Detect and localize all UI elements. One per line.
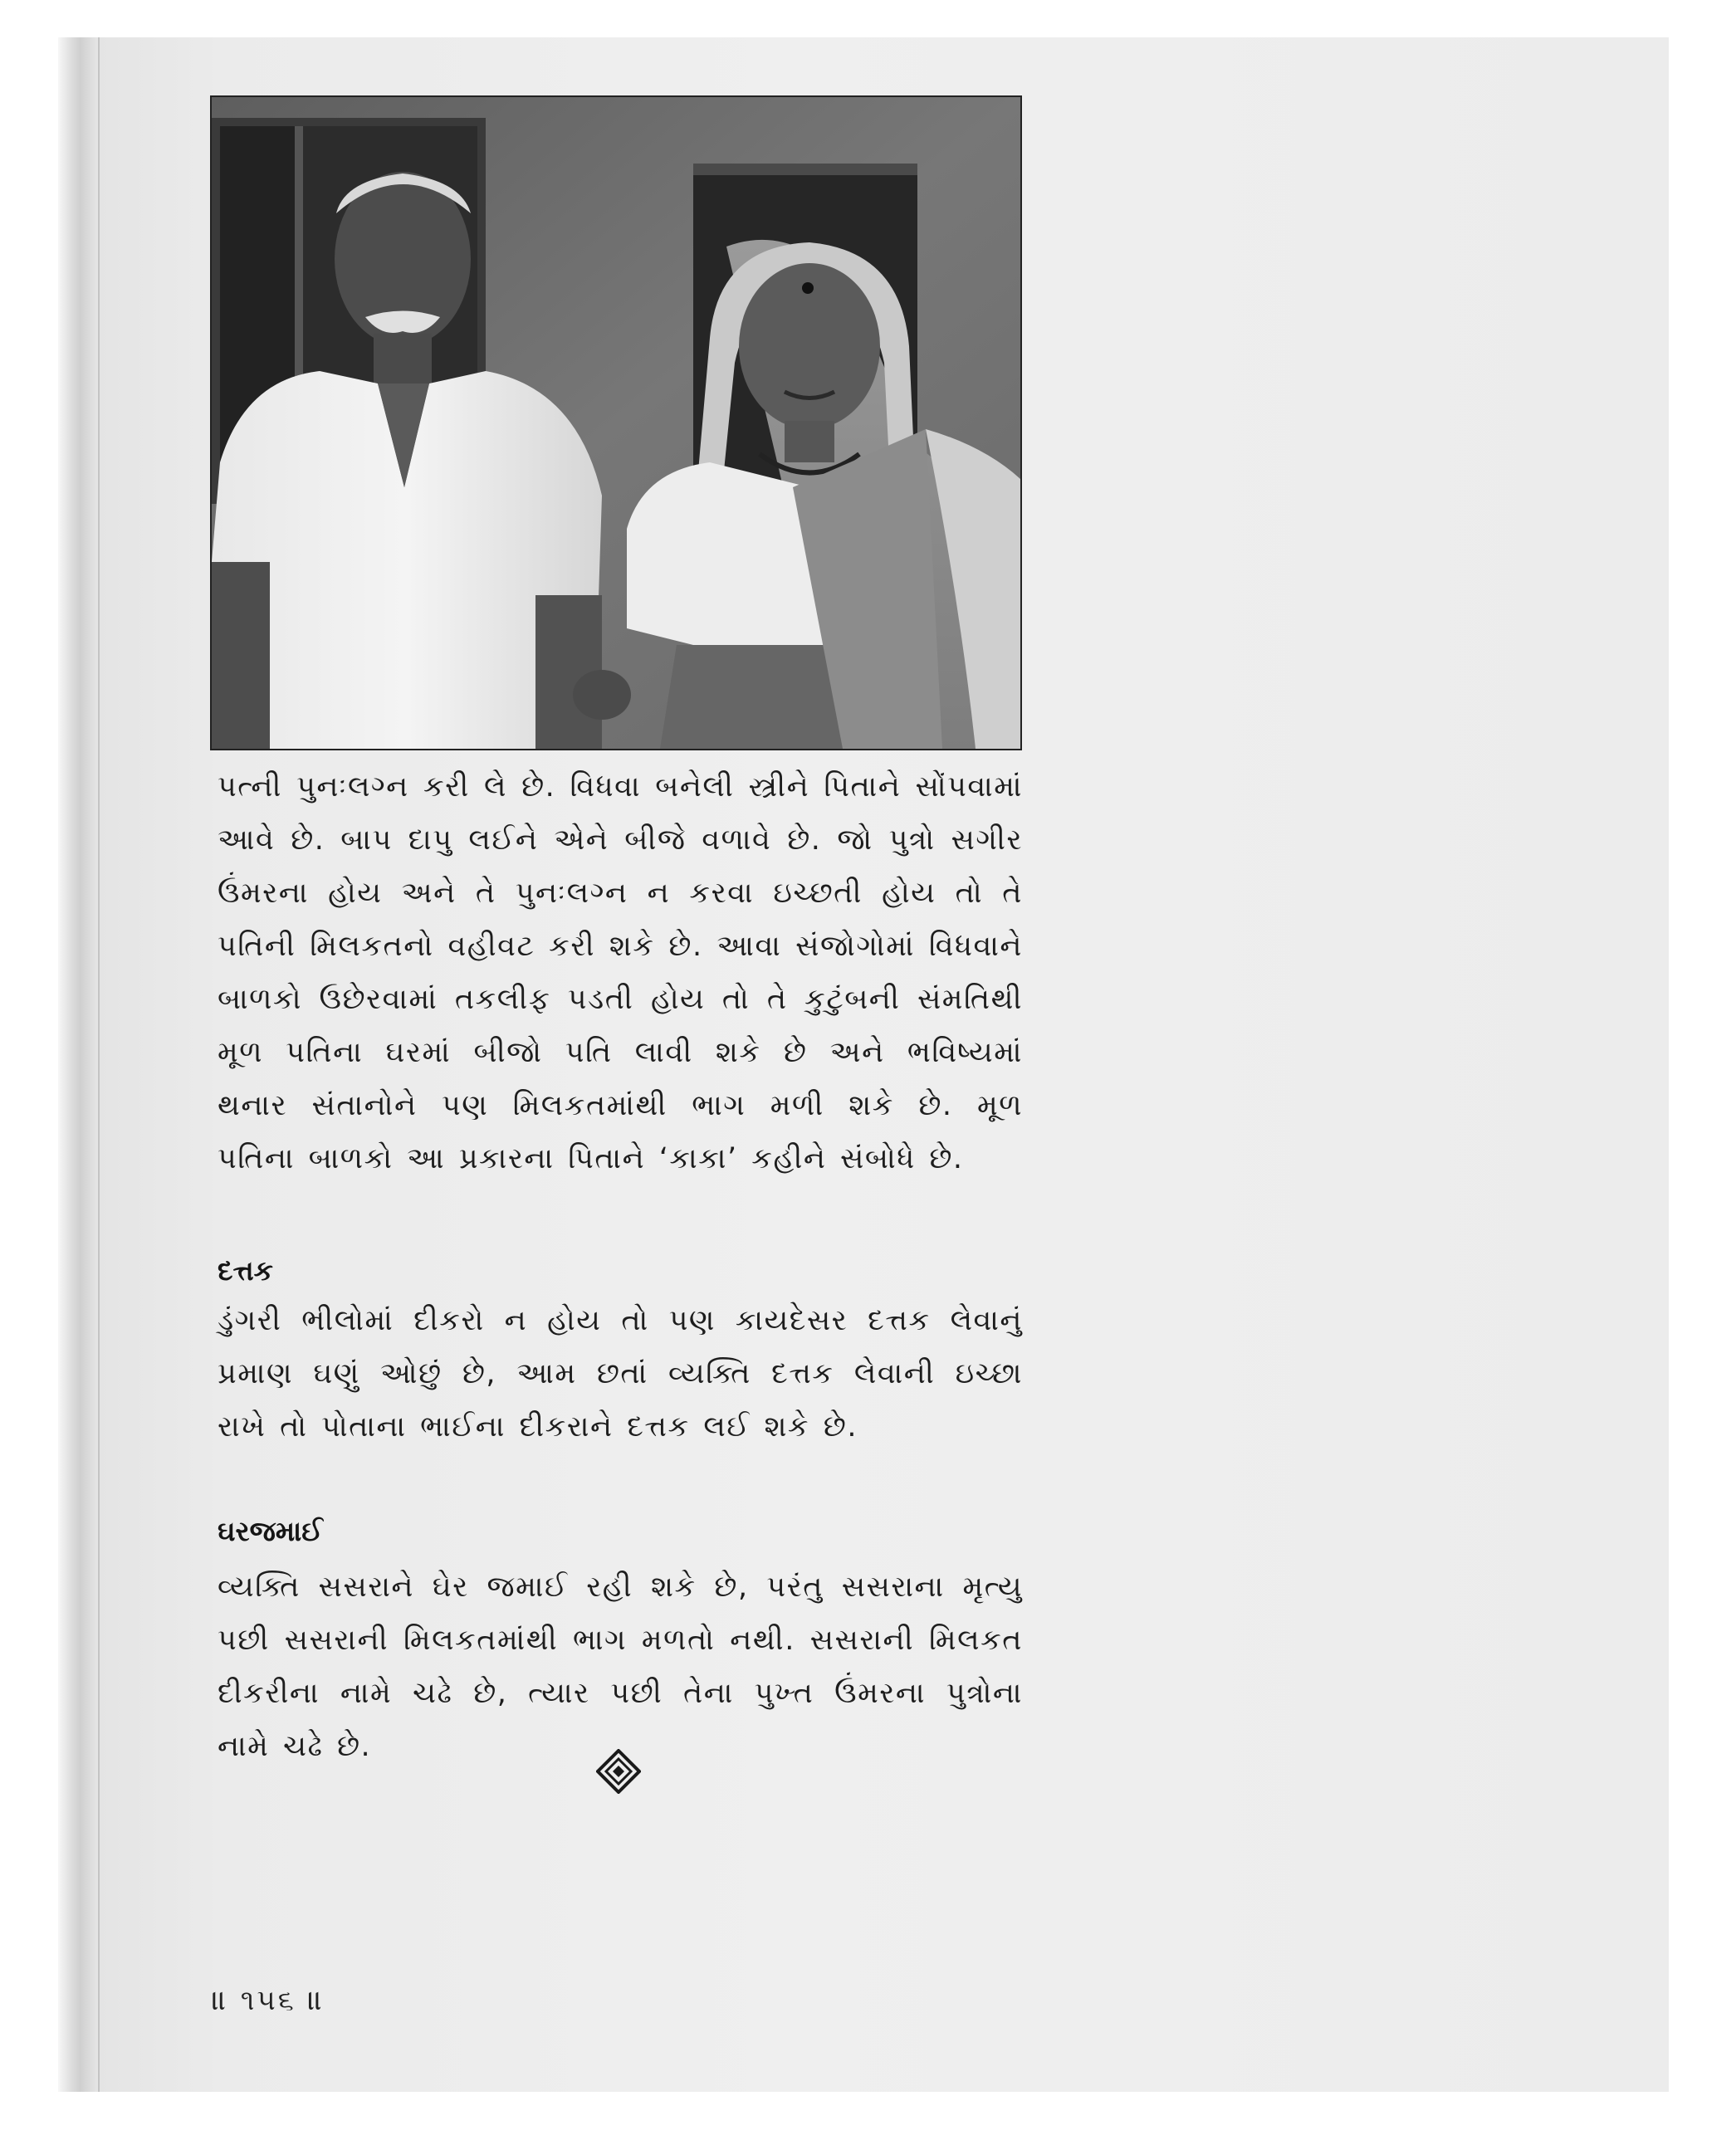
page-binding-edge xyxy=(58,37,100,2092)
section-body-gharjamai xyxy=(218,1561,1023,1773)
paragraph-text: ડુંગરી ભીલોમાં દીકરો ન હોય તો પણ કાયદેસર દત્તક લેવાનું પ્રમાણ ઘણું ઓછું છે, આમ છતાં વ્યક્તિ દત્તક લેવાની ઇચ્છા રાખે તો પોતાના ભાઈના દીકરાને દત્તક લઈ શકે છે. xyxy=(218,1304,1023,1444)
page-number: ॥ ૧૫૬ ॥ xyxy=(212,1984,325,2017)
section-body-adoption xyxy=(218,1294,1023,1453)
couple-portrait-photo xyxy=(210,95,1022,750)
paragraph-text: વ્યક્તિ સસરાને ઘેર જમાઈ રહી શકે છે, પરંતુ સસરાના મૃત્યુ પછી સસરાની મિલકતમાંથી ભાગ મળતો નથી. સસરાની મિલકત દીકરીના નામે ચઢે છે, ત્યાર પછી તેના પુખ્ત ઉંમરના પુત્રોના નામે ચઢે છે. xyxy=(218,1571,1023,1763)
body-paragraph-intro xyxy=(218,760,1023,1185)
section-heading-gharjamai: ઘરજમાઈ xyxy=(218,1515,323,1547)
diamond-ornament-icon xyxy=(596,1749,641,1794)
paragraph-text: પત્ની પુનઃલગ્ન કરી લે છે. વિધવા બનેલી સ્ત્રીને પિતાને સોંપવામાં આવે છે. બાપ દાપુ લઈને એને બીજે વળાવે છે. જો પુત્રો સગીર ઉંમરના હોય અને તે પુનઃલગ્ન ન કરવા ઇચ્છતી હોય તો તે પતિની મિલકતનો વહીવટ કરી શકે છે. આવા સંજોગોમાં વિધવાને બાળકો ઉછેરવામાં તકલીફ પડતી હોય તો તે કુટુંબની સંમતિથી મૂળ પતિના ઘરમાં બીજો પતિ લાવી શકે છે અને ભવિષ્યમાં થનાર સંતાનોને પણ મિલકતમાંથી ભાગ મળી શકે છે. મૂળ પતિના બાળકો આ પ્રકારના પિતાને ‘કાકા’ કહીને સંબોધે છે. xyxy=(218,770,1023,1175)
section-heading-adoption: દત્તક xyxy=(218,1254,273,1287)
